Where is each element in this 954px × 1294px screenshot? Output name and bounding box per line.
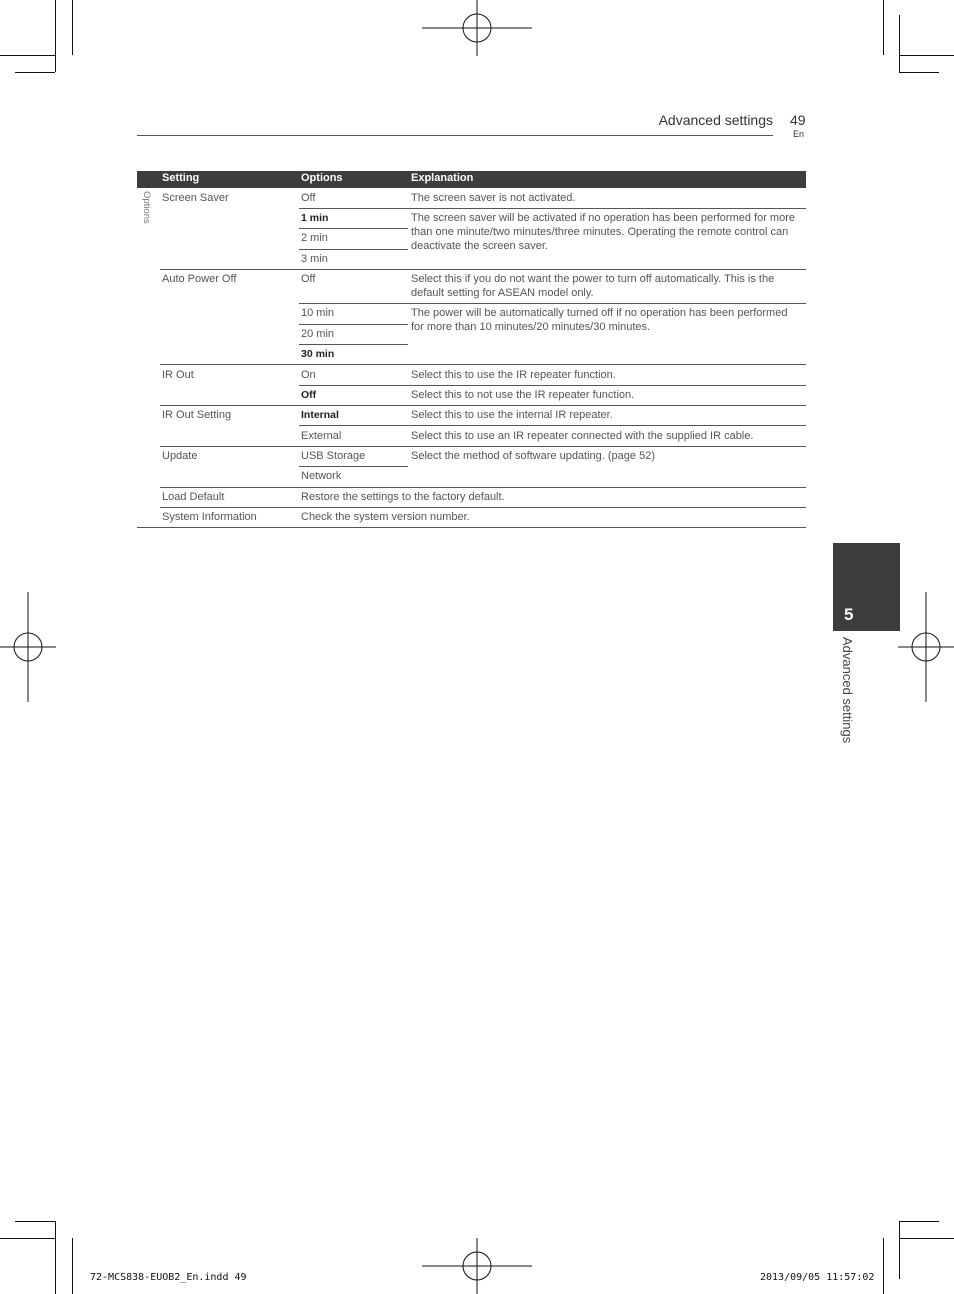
crop-mark [55,1221,56,1294]
column-header-options: Options [301,172,343,184]
explanation: Select the method of software updating. (page 52) [411,450,655,462]
row-divider [160,487,806,488]
page-number: 49 [790,112,806,128]
explanation: The screen saver will be activated if no operation has been performed for more than one minute/two minutes/three minutes. Operating the remote control can deactivate the screen saver. [411,212,795,252]
option-off: Off [301,389,317,401]
explanation: The power will be automatically turned off if no operation has been performed for more than 10 minutes/20 minutes/30 minutes. [411,307,788,333]
crop-mark [72,1238,73,1294]
row-divider [160,446,806,447]
option-3-min: 3 min [301,253,328,265]
chapter-label: Advanced settings [840,637,855,744]
crop-mark [0,1238,55,1239]
option-off: Off [301,192,316,204]
setting-screen-saver: Screen Saver [162,192,229,204]
explanation: Check the system version number. [301,511,470,523]
table-bottom-rule [137,527,806,528]
option-2-min: 2 min [301,232,328,244]
row-divider [299,324,408,325]
row-divider [160,364,806,365]
setting-ir-out-setting: IR Out Setting [162,409,232,421]
option-internal: Internal [301,409,339,421]
crop-mark [15,72,55,73]
crop-mark [899,1221,900,1279]
option-on: On [301,369,316,381]
registration-mark [422,1238,532,1294]
registration-mark [422,0,532,56]
explanation: Select this to use the internal IR repeater. [411,409,613,421]
crop-mark [883,0,884,55]
setting-load-default: Load Default [162,491,225,503]
row-divider [299,303,806,304]
option-external: External [301,430,342,442]
row-divider [299,385,806,386]
option-1-min: 1 min [301,212,329,224]
option-10-min: 10 min [301,307,335,319]
setting-auto-power-off: Auto Power Off [162,273,237,285]
crop-mark [899,15,900,72]
registration-mark [898,592,954,702]
explanation: Select this to not use the IR repeater function. [411,389,635,401]
option-30-min: 30 min [301,348,335,360]
row-divider [160,405,806,406]
registration-mark [0,592,56,702]
explanation: Select this to use the IR repeater function. [411,369,616,381]
option-usb-storage: USB Storage [301,450,366,462]
column-header-explanation: Explanation [411,172,474,184]
crop-mark [883,1238,884,1294]
crop-mark [0,55,55,56]
row-divider [299,208,806,209]
option-off: Off [301,273,316,285]
setting-update: Update [162,450,198,462]
option-network: Network [301,470,342,482]
language-code: En [793,129,805,139]
header-rule [137,135,773,136]
row-divider [299,249,408,250]
setting-ir-out: IR Out [162,369,194,381]
row-divider [160,507,806,508]
explanation: The screen saver is not activated. [411,192,576,204]
section-title: Advanced settings [658,112,773,128]
chapter-number: 5 [844,605,854,624]
crop-mark [72,0,73,55]
row-divider [299,228,408,229]
crop-mark [899,1221,939,1222]
footer-timestamp: 2013/09/05 11:57:02 [760,1272,875,1283]
column-header-setting: Setting [162,172,200,184]
row-divider [299,466,408,467]
explanation: Select this to use an IR repeater connected with the supplied IR cable. [411,430,754,442]
crop-mark [899,55,954,56]
crop-mark [15,1221,55,1222]
crop-mark [55,0,56,72]
row-divider [299,344,408,345]
row-divider [160,269,806,270]
explanation: Select this if you do not want the power to turn off automatically. This is the default setting for ASEAN model only. [411,273,775,299]
setting-system-information: System Information [162,511,257,523]
row-divider [299,425,806,426]
table-header [137,171,806,188]
crop-mark [899,1238,954,1239]
crop-mark [899,72,939,73]
option-20-min: 20 min [301,328,335,340]
side-label: Options [141,191,152,224]
explanation: Restore the settings to the factory default. [301,491,505,503]
footer-file-info: 72-MCS838-EUOB2_En.indd 49 [90,1272,247,1283]
